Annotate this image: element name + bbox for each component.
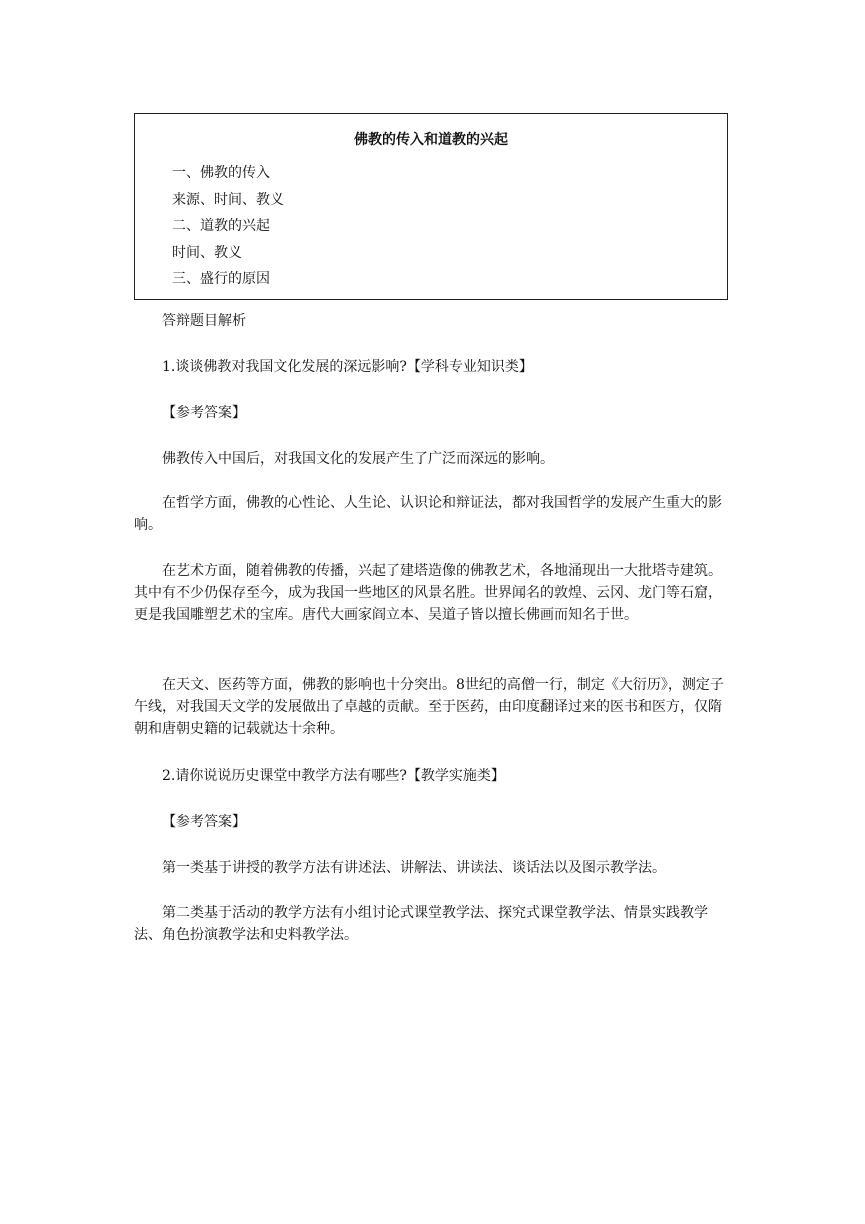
- answer-1-paragraph-4: 在天文、医药等方面，佛教的影响也十分突出。8世纪的高僧一行，制定《大衍历》，测定子午线，对我国天文学的发展做出了卓越的贡献。至于医药，由印度翻译过来的医书和医方，仅隋朝和唐朝史籍的记载就达十余种。: [134, 677, 724, 737]
- answer-label-2: 【参考答案】: [162, 814, 246, 830]
- outline-item: 来源、时间、教义: [172, 191, 284, 208]
- section-label: 答辩题目解析: [162, 313, 246, 329]
- answer-label-1: 【参考答案】: [162, 405, 246, 421]
- outline-list: [172, 160, 284, 293]
- answer-1-paragraph-3: 在艺术方面，随着佛教的传播，兴起了建塔造像的佛教艺术，各地涌现出一大批塔寺建筑。其中有不少仍保存至今，成为我国一些地区的风景名胜。世界闻名的敦煌、云冈、龙门等石窟，更是我国雕塑艺术的宝库。唐代大画家阎立本、吴道子皆以擅长佛画而知名于世。: [134, 563, 722, 623]
- outline-item: 一、佛教的传入: [172, 165, 270, 181]
- outline-item: 二、道教的兴起: [172, 218, 270, 235]
- answer-2-paragraph-2: 第二类基于活动的教学方法有小组讨论式课堂教学法、探究式课堂教学法、情景实践教学法、角色扮演教学法和史料教学法。: [134, 905, 708, 943]
- answer-2-paragraph-1: 第一类基于讲授的教学方法有讲述法、讲解法、讲读法、谈话法以及图示教学法。: [162, 860, 666, 876]
- answer-1-paragraph-1: 佛教传入中国后，对我国文化的发展产生了广泛而深远的影响。: [162, 451, 554, 467]
- outline-item: 时间、教义: [172, 244, 242, 261]
- question-1: 1.谈谈佛教对我国文化发展的深远影响?【学科专业知识类】: [162, 359, 533, 375]
- answer-1-paragraph-2: 在哲学方面，佛教的心性论、人生论、认识论和辩证法，都对我国哲学的发展产生重大的影响。: [134, 495, 722, 533]
- outline-box: [134, 113, 728, 300]
- question-2: 2.请你说说历史课堂中教学方法有哪些?【教学实施类】: [162, 768, 505, 784]
- outline-item: 三、盛行的原因: [172, 271, 270, 288]
- outline-title: 佛教的传入和道教的兴起: [354, 132, 508, 148]
